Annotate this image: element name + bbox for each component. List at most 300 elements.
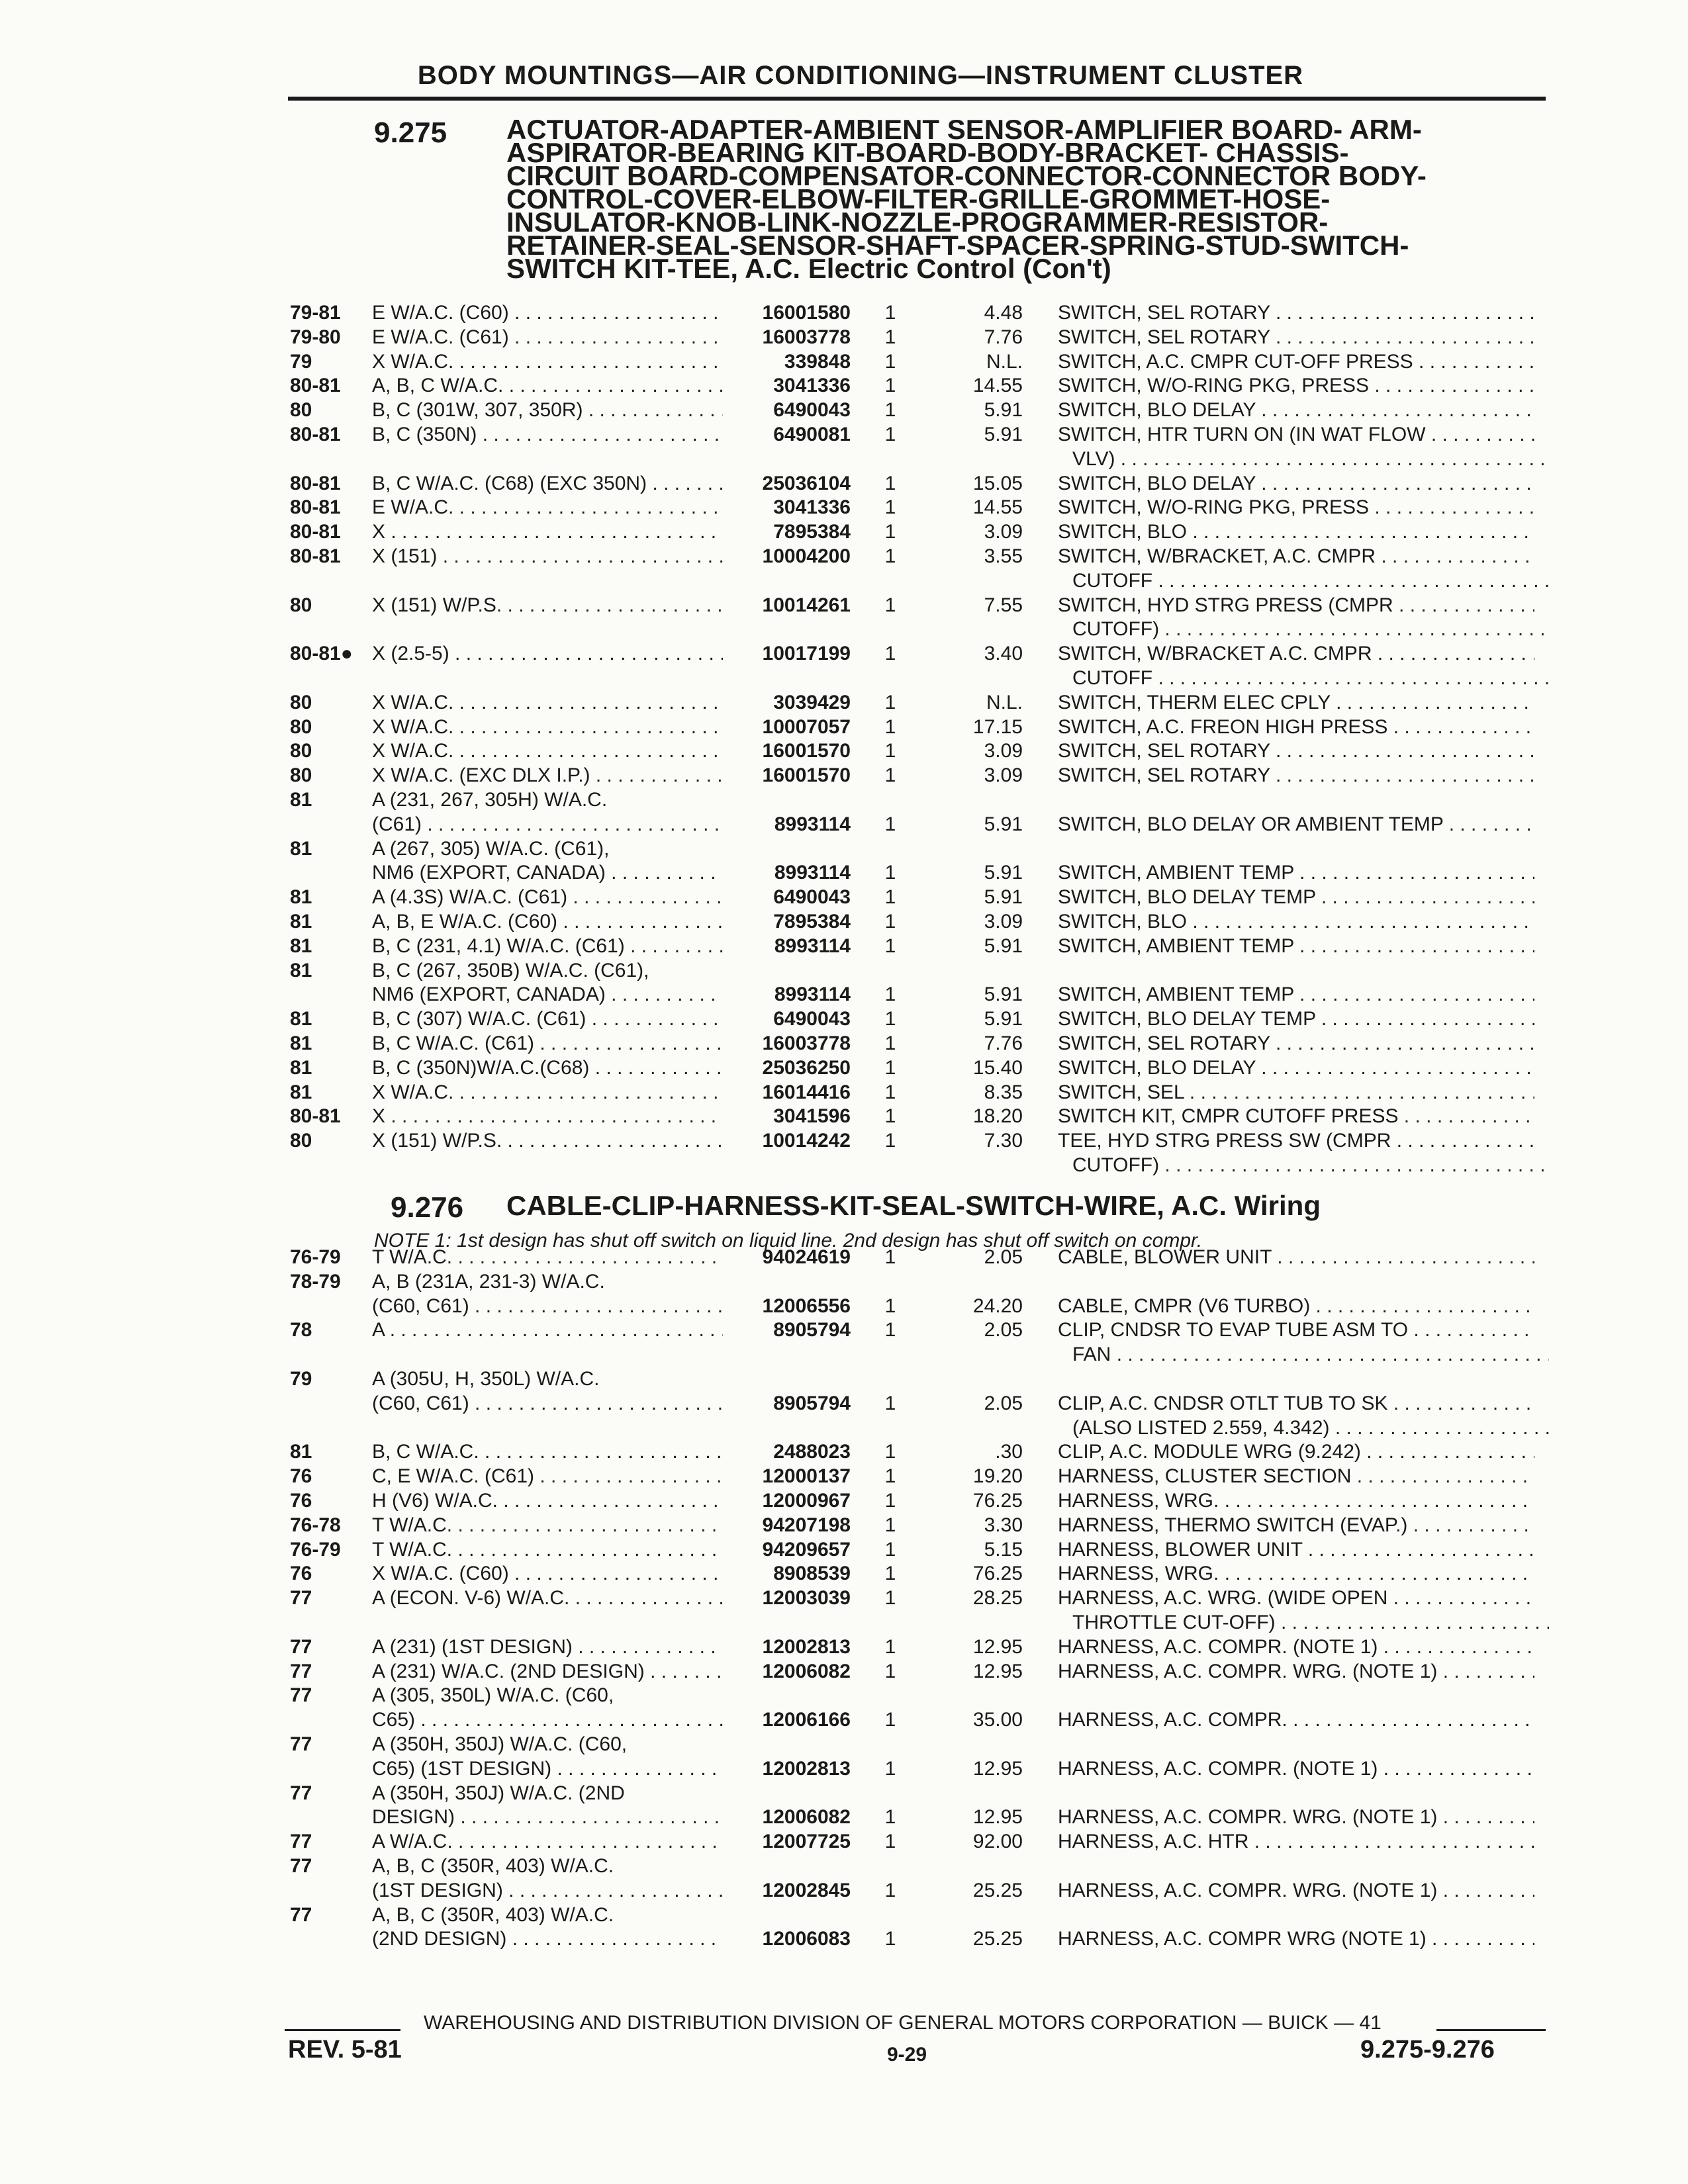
quantity-cell: 1 xyxy=(884,1130,896,1152)
price-cell: 35.00 xyxy=(972,1709,1023,1731)
table-row xyxy=(0,1129,1688,1153)
quantity-cell: 1 xyxy=(884,1635,896,1658)
quantity-cell: 1 xyxy=(884,1032,896,1054)
year-cell: 81 xyxy=(290,934,312,957)
section-title-line: SWITCH KIT-TEE, A.C. Electric Control (Con't) xyxy=(506,253,1111,284)
part-number-cell: 8905794 xyxy=(773,1319,851,1342)
table-row-continuation xyxy=(0,447,1688,471)
table-row xyxy=(0,739,1688,763)
part-number-cell: 12006082 xyxy=(762,1806,851,1829)
year-cell: 79-80 xyxy=(290,326,341,348)
table-row xyxy=(0,1081,1688,1105)
price-cell: 2.05 xyxy=(984,1392,1023,1414)
application-cell: B, C (350N) . . . xyxy=(372,423,723,447)
quantity-cell: 1 xyxy=(884,424,896,445)
year-cell: 80-81 xyxy=(290,1105,341,1128)
application-cell: (2ND DESIGN) . . . xyxy=(372,1927,723,1951)
table-row xyxy=(0,1440,1688,1464)
description-cell: SWITCH, BLO DELAY TEMP . . . xyxy=(1058,1007,1534,1031)
table-row xyxy=(0,642,1688,666)
application-cell: E W/A.C. . . . xyxy=(372,496,723,520)
quantity-cell: 1 xyxy=(884,350,896,373)
description-cell: SWITCH, BLO . . . xyxy=(1058,520,1534,544)
table-row xyxy=(0,1514,1688,1537)
description-cell: CLIP, A.C. MODULE WRG (9.242) . . . xyxy=(1058,1440,1534,1464)
description-cell: SWITCH, W/O-RING PKG, PRESS . . . xyxy=(1058,496,1534,520)
application-cell: A, B (231A, 231-3) W/A.C. xyxy=(372,1270,605,1293)
part-number-cell: 16003778 xyxy=(762,1032,851,1054)
year-cell: 80-81 xyxy=(290,375,341,397)
year-cell: 81 xyxy=(290,1081,312,1103)
table-row xyxy=(0,1684,1688,1707)
table-row-continuation xyxy=(0,666,1688,690)
part-number-cell: 2488023 xyxy=(773,1441,851,1463)
table-row-continuation xyxy=(0,1343,1688,1367)
price-cell: 5.91 xyxy=(984,886,1023,909)
table-row-continuation xyxy=(0,1611,1688,1635)
price-cell: 19.20 xyxy=(972,1465,1023,1488)
quantity-cell: 1 xyxy=(884,691,896,713)
price-cell: 25.25 xyxy=(972,1879,1023,1901)
year-cell: 78 xyxy=(290,1319,312,1342)
quantity-cell: 1 xyxy=(884,1757,896,1780)
application-cell: (C60, C61) . . . xyxy=(372,1392,723,1416)
description-continuation: CUTOFF) . . . xyxy=(1072,617,1549,641)
part-number-cell: 16001570 xyxy=(762,764,851,787)
application-cell: A (350H, 350J) W/A.C. (2ND xyxy=(372,1782,625,1804)
year-cell: 80-81 xyxy=(290,521,341,543)
description-cell: HARNESS, A.C. WRG. (WIDE OPEN . . . xyxy=(1058,1586,1534,1610)
application-cell: A (267, 305) W/A.C. (C61), xyxy=(372,837,610,860)
application-cell: B, C W/A.C. (C68) (EXC 350N) . . . xyxy=(372,472,723,496)
part-number-cell: 339848 xyxy=(784,350,851,373)
description-cell: SWITCH, THERM ELEC CPLY . . . xyxy=(1058,691,1534,715)
year-cell: 81 xyxy=(290,1056,312,1079)
table-row-continuation xyxy=(0,1154,1688,1177)
description-cell: SWITCH, HTR TURN ON (IN WAT FLOW . . . xyxy=(1058,423,1534,447)
table-row xyxy=(0,520,1688,544)
description-cell: SWITCH, BLO DELAY OR AMBIENT TEMP . . . xyxy=(1058,813,1534,837)
application-cell: B, C (301W, 307, 350R) . . . xyxy=(372,398,723,422)
part-number-cell: 12006083 xyxy=(762,1928,851,1950)
description-cell: SWITCH, A.C. CMPR CUT-OFF PRESS . . . xyxy=(1058,350,1534,374)
year-cell: 78-79 xyxy=(290,1270,341,1293)
application-cell: DESIGN) . . . xyxy=(372,1805,723,1829)
application-cell: E W/A.C. (C61) . . . xyxy=(372,326,723,349)
price-cell: 3.09 xyxy=(984,764,1023,787)
table-row xyxy=(0,1733,1688,1756)
header-rule xyxy=(288,97,1546,101)
application-cell: X W/A.C. . . . xyxy=(372,715,723,739)
price-cell: 14.55 xyxy=(972,375,1023,397)
quantity-cell: 1 xyxy=(884,545,896,567)
table-row xyxy=(0,1270,1688,1294)
table-row xyxy=(0,1392,1688,1416)
quantity-cell: 1 xyxy=(884,1490,896,1512)
table-row xyxy=(0,715,1688,739)
year-cell: 80-81● xyxy=(290,643,353,665)
year-cell: 79 xyxy=(290,1368,312,1390)
application-cell: X W/A.C. (C60) . . . xyxy=(372,1562,723,1586)
quantity-cell: 1 xyxy=(884,764,896,787)
table-row xyxy=(0,350,1688,374)
price-cell: 3.40 xyxy=(984,643,1023,665)
description-cell: SWITCH, BLO DELAY . . . xyxy=(1058,1056,1534,1080)
description-cell: SWITCH, A.C. FREON HIGH PRESS . . . xyxy=(1058,715,1534,739)
table-row xyxy=(0,837,1688,861)
table-row xyxy=(0,301,1688,325)
table-row-continuation xyxy=(0,1416,1688,1440)
description-continuation: FAN . . . xyxy=(1072,1343,1549,1367)
year-cell: 76 xyxy=(290,1490,312,1512)
description-cell: CLIP, A.C. CNDSR OTLT TUB TO SK . . . xyxy=(1058,1392,1534,1416)
part-number-cell: 12007725 xyxy=(762,1831,851,1853)
application-cell: T W/A.C. . . . xyxy=(372,1246,723,1269)
year-cell: 81 xyxy=(290,1008,312,1030)
section-number: 9.276 xyxy=(391,1191,464,1224)
application-cell: (C60, C61) . . . xyxy=(372,1295,723,1318)
quantity-cell: 1 xyxy=(884,1392,896,1414)
part-number-cell: 3041336 xyxy=(773,375,851,397)
quantity-cell: 1 xyxy=(884,934,896,957)
price-cell: 5.91 xyxy=(984,399,1023,422)
application-cell: X W/A.C. . . . xyxy=(372,739,723,763)
table-row xyxy=(0,374,1688,398)
application-cell: X W/A.C. . . . xyxy=(372,1081,723,1105)
description-cell: HARNESS, A.C. COMPR. (NOTE 1) . . . xyxy=(1058,1757,1534,1781)
table-row xyxy=(0,423,1688,447)
page-number: 9-29 xyxy=(887,2044,927,2066)
price-cell: 12.95 xyxy=(972,1660,1023,1682)
application-cell: C, E W/A.C. (C61) . . . xyxy=(372,1465,723,1488)
price-cell: 28.25 xyxy=(972,1587,1023,1610)
revision-label: REV. 5-81 xyxy=(288,2036,402,2064)
table-row xyxy=(0,1854,1688,1878)
description-cell: TEE, HYD STRG PRESS SW (CMPR . . . xyxy=(1058,1129,1534,1153)
description-cell: SWITCH, AMBIENT TEMP . . . xyxy=(1058,861,1534,885)
year-cell: 80 xyxy=(290,594,312,616)
section-title xyxy=(506,114,1427,284)
description-cell: SWITCH, W/O-RING PKG, PRESS . . . xyxy=(1058,374,1534,398)
quantity-cell: 1 xyxy=(884,1587,896,1610)
part-number-cell: 3041596 xyxy=(773,1105,851,1128)
application-cell: A, B, C W/A.C. . . . xyxy=(372,374,723,398)
table-row xyxy=(0,496,1688,520)
quantity-cell: 1 xyxy=(884,521,896,543)
price-cell: 5.91 xyxy=(984,813,1023,835)
year-cell: 77 xyxy=(290,1831,312,1853)
description-continuation: CUTOFF . . . xyxy=(1072,569,1549,593)
description-cell: HARNESS, A.C. COMPR. WRG. (NOTE 1) . . . xyxy=(1058,1805,1534,1829)
part-number-cell: 8905794 xyxy=(773,1392,851,1414)
year-cell: 77 xyxy=(290,1903,312,1926)
quantity-cell: 1 xyxy=(884,399,896,422)
year-cell: 79-81 xyxy=(290,302,341,324)
part-number-cell: 8993114 xyxy=(774,983,851,1006)
table-row xyxy=(0,1782,1688,1805)
application-cell: X W/A.C. . . . xyxy=(372,691,723,715)
year-cell: 76 xyxy=(290,1563,312,1585)
description-cell: SWITCH, AMBIENT TEMP . . . xyxy=(1058,934,1534,958)
quantity-cell: 1 xyxy=(884,1928,896,1950)
table-row xyxy=(0,1830,1688,1854)
application-cell: B, C (231, 4.1) W/A.C. (C61) . . . xyxy=(372,934,723,958)
application-cell: A, B, E W/A.C. (C60) . . . xyxy=(372,910,723,934)
section-title-line: ACTUATOR-ADAPTER-AMBIENT SENSOR-AMPLIFIER BOARD- ARM- xyxy=(506,114,1422,145)
description-cell: SWITCH, BLO DELAY TEMP . . . xyxy=(1058,886,1534,909)
year-cell: 80 xyxy=(290,691,312,713)
price-cell: 76.25 xyxy=(972,1563,1023,1585)
price-cell: 7.76 xyxy=(984,326,1023,348)
application-cell: A, B, C (350R, 403) W/A.C. xyxy=(372,1903,614,1926)
quantity-cell: 1 xyxy=(884,1709,896,1731)
description-cell: HARNESS, A.C. COMPR. WRG. (NOTE 1) . . . xyxy=(1058,1660,1534,1684)
price-cell: 3.55 xyxy=(984,545,1023,567)
part-number-cell: 8993114 xyxy=(774,934,851,957)
quantity-cell: 1 xyxy=(884,886,896,909)
part-number-cell: 12006082 xyxy=(762,1660,851,1682)
quantity-cell: 1 xyxy=(884,1465,896,1488)
price-cell: N.L. xyxy=(986,691,1023,713)
description-continuation: CUTOFF . . . xyxy=(1072,666,1549,690)
table-row xyxy=(0,886,1688,909)
quantity-cell: 1 xyxy=(884,1319,896,1342)
part-number-cell: 94209657 xyxy=(762,1538,851,1561)
part-number-cell: 12006556 xyxy=(762,1295,851,1317)
quantity-cell: 1 xyxy=(884,911,896,933)
section-title-line: CIRCUIT BOARD-COMPENSATOR-CONNECTOR-CONNECTOR BODY- xyxy=(506,160,1427,191)
price-cell: 24.20 xyxy=(972,1295,1023,1317)
section-number: 9.275 xyxy=(374,116,447,149)
table-row xyxy=(0,1562,1688,1586)
application-cell: A (4.3S) W/A.C. (C61) . . . xyxy=(372,886,723,909)
table-row xyxy=(0,1805,1688,1829)
description-cell: SWITCH, BLO DELAY . . . xyxy=(1058,398,1534,422)
price-cell: 2.05 xyxy=(984,1319,1023,1342)
application-cell: NM6 (EXPORT, CANADA) . . . xyxy=(372,983,723,1007)
year-cell: 81 xyxy=(290,886,312,909)
table-row xyxy=(0,1056,1688,1080)
part-number-cell: 10014242 xyxy=(762,1130,851,1152)
part-number-cell: 12000967 xyxy=(762,1490,851,1512)
application-cell: A (305U, H, 350L) W/A.C. xyxy=(372,1368,600,1390)
table-row xyxy=(0,1757,1688,1781)
part-number-cell: 94024619 xyxy=(762,1246,851,1268)
page-header-title: BODY MOUNTINGS—AIR CONDITIONING—INSTRUMENT CLUSTER xyxy=(417,61,1304,90)
section-title-line: RETAINER-SEAL-SENSOR-SHAFT-SPACER-SPRING-STUD-SWITCH- xyxy=(506,230,1409,261)
part-number-cell: 16003778 xyxy=(762,326,851,348)
table-row xyxy=(0,326,1688,349)
table-row xyxy=(0,788,1688,812)
description-cell: HARNESS, A.C. COMPR. WRG. (NOTE 1) . . . xyxy=(1058,1879,1534,1903)
part-number-cell: 7895384 xyxy=(773,521,851,543)
part-number-cell: 12003039 xyxy=(762,1587,851,1610)
application-cell: T W/A.C. . . . xyxy=(372,1538,723,1562)
quantity-cell: 1 xyxy=(884,983,896,1006)
description-continuation: (ALSO LISTED 2.559, 4.342) . . . xyxy=(1072,1416,1549,1440)
year-cell: 81 xyxy=(290,789,312,811)
table-row xyxy=(0,1635,1688,1659)
quantity-cell: 1 xyxy=(884,862,896,884)
table-row xyxy=(0,398,1688,422)
price-cell: 76.25 xyxy=(972,1490,1023,1512)
year-cell: 80-81 xyxy=(290,496,341,519)
description-cell: SWITCH, W/BRACKET A.C. CMPR . . . xyxy=(1058,642,1534,666)
quantity-cell: 1 xyxy=(884,1008,896,1030)
application-cell: X W/A.C. . . . xyxy=(372,350,723,374)
price-cell: 18.20 xyxy=(972,1105,1023,1128)
year-cell: 81 xyxy=(290,1032,312,1054)
price-cell: 7.55 xyxy=(984,594,1023,616)
quantity-cell: 1 xyxy=(884,1056,896,1079)
description-cell: HARNESS, A.C. COMPR WRG (NOTE 1) . . . xyxy=(1058,1927,1534,1951)
quantity-cell: 1 xyxy=(884,1563,896,1585)
part-number-cell: 8993114 xyxy=(774,862,851,884)
application-cell: B, C W/A.C. (C61) . . . xyxy=(372,1032,723,1056)
year-cell: 79 xyxy=(290,350,312,373)
table-row xyxy=(0,861,1688,885)
part-number-cell: 12002813 xyxy=(762,1757,851,1780)
table-row-continuation xyxy=(0,617,1688,641)
year-cell: 80-81 xyxy=(290,424,341,445)
quantity-cell: 1 xyxy=(884,594,896,616)
description-cell: CABLE, CMPR (V6 TURBO) . . . xyxy=(1058,1295,1534,1318)
description-continuation: THROTTLE CUT-OFF) . . . xyxy=(1072,1611,1549,1635)
section-range: 9.275-9.276 xyxy=(1360,2036,1495,2064)
year-cell: 81 xyxy=(290,911,312,933)
quantity-cell: 1 xyxy=(884,1879,896,1901)
part-number-cell: 16001570 xyxy=(762,740,851,762)
footer-division: WAREHOUSING AND DISTRIBUTION DIVISION OF GENERAL MOTORS CORPORATION — BUICK — 41 xyxy=(424,2012,1382,2034)
description-cell: HARNESS, A.C. COMPR. (NOTE 1) . . . xyxy=(1058,1635,1534,1659)
price-cell: 12.95 xyxy=(972,1635,1023,1658)
table-row xyxy=(0,813,1688,837)
application-cell: H (V6) W/A.C. . . . xyxy=(372,1489,723,1513)
description-cell: SWITCH KIT, CMPR CUTOFF PRESS . . . xyxy=(1058,1105,1534,1128)
table-row-continuation xyxy=(0,569,1688,593)
part-number-cell: 6490043 xyxy=(773,399,851,422)
table-row xyxy=(0,545,1688,569)
price-cell: 5.91 xyxy=(984,424,1023,445)
application-cell: B, C W/A.C. . . . xyxy=(372,1440,723,1464)
quantity-cell: 1 xyxy=(884,496,896,519)
table-row xyxy=(0,983,1688,1007)
application-cell: A (305, 350L) W/A.C. (C60, xyxy=(372,1684,614,1707)
table-row xyxy=(0,1465,1688,1488)
year-cell: 77 xyxy=(290,1684,312,1707)
price-cell: 5.91 xyxy=(984,934,1023,957)
application-cell: C65) (1ST DESIGN) . . . xyxy=(372,1757,723,1781)
table-row xyxy=(0,1367,1688,1391)
application-cell: B, C (350N)W/A.C.(C68) . . . xyxy=(372,1056,723,1080)
price-cell: 5.91 xyxy=(984,862,1023,884)
quantity-cell: 1 xyxy=(884,740,896,762)
description-cell: CLIP, CNDSR TO EVAP TUBE ASM TO . . . xyxy=(1058,1318,1534,1342)
application-cell: X (151) . . . xyxy=(372,545,723,569)
table-row xyxy=(0,1927,1688,1951)
part-number-cell: 10007057 xyxy=(762,715,851,738)
year-cell: 77 xyxy=(290,1733,312,1755)
price-cell: 3.09 xyxy=(984,521,1023,543)
year-cell: 80 xyxy=(290,764,312,787)
table-row xyxy=(0,594,1688,617)
table-row xyxy=(0,1032,1688,1056)
description-cell: SWITCH, SEL ROTARY . . . xyxy=(1058,764,1534,788)
year-cell: 81 xyxy=(290,1441,312,1463)
section-title: CABLE-CLIP-HARNESS-KIT-SEAL-SWITCH-WIRE, A.C. Wiring xyxy=(506,1190,1321,1221)
table-row xyxy=(0,764,1688,788)
description-cell: HARNESS, A.C. HTR . . . xyxy=(1058,1830,1534,1854)
description-cell: HARNESS, BLOWER UNIT . . . xyxy=(1058,1538,1534,1562)
application-cell: X (151) W/P.S. . . . xyxy=(372,594,723,617)
price-cell: 12.95 xyxy=(972,1806,1023,1829)
table-row xyxy=(0,910,1688,934)
description-cell: CABLE, BLOWER UNIT . . . xyxy=(1058,1246,1534,1269)
part-number-cell: 12006166 xyxy=(762,1709,851,1731)
year-cell: 80 xyxy=(290,399,312,422)
quantity-cell: 1 xyxy=(884,1831,896,1853)
part-number-cell: 12002845 xyxy=(762,1879,851,1901)
price-cell: 7.30 xyxy=(984,1130,1023,1152)
application-cell: X W/A.C. (EXC DLX I.P.) . . . xyxy=(372,764,723,788)
price-cell: 8.35 xyxy=(984,1081,1023,1103)
quantity-cell: 1 xyxy=(884,643,896,665)
year-cell: 81 xyxy=(290,959,312,981)
price-cell: 4.48 xyxy=(984,302,1023,324)
price-cell: 2.05 xyxy=(984,1246,1023,1268)
application-cell: A (350H, 350J) W/A.C. (C60, xyxy=(372,1733,628,1755)
section-title-line: INSULATOR-KNOB-LINK-NOZZLE-PROGRAMMER-RESISTOR- xyxy=(506,206,1329,238)
year-cell: 80 xyxy=(290,715,312,738)
year-cell: 80-81 xyxy=(290,472,341,494)
description-continuation: VLV) . . . xyxy=(1072,447,1549,471)
price-cell: N.L. xyxy=(986,350,1023,373)
section-title-line: ASPIRATOR-BEARING KIT-BOARD-BODY-BRACKET- CHASSIS- xyxy=(506,137,1349,168)
description-cell: HARNESS, WRG. . . . xyxy=(1058,1562,1534,1586)
application-cell: X (151) W/P.S. . . . xyxy=(372,1129,723,1153)
description-cell: SWITCH, HYD STRG PRESS (CMPR . . . xyxy=(1058,594,1534,617)
part-number-cell: 3041336 xyxy=(773,496,851,519)
quantity-cell: 1 xyxy=(884,1295,896,1317)
description-cell: SWITCH, AMBIENT TEMP . . . xyxy=(1058,983,1534,1007)
table-row xyxy=(0,1538,1688,1562)
application-cell: T W/A.C. . . . xyxy=(372,1514,723,1537)
table-row xyxy=(0,691,1688,715)
price-cell: 5.91 xyxy=(984,1008,1023,1030)
description-cell: SWITCH, SEL ROTARY . . . xyxy=(1058,1032,1534,1056)
part-number-cell: 12002813 xyxy=(762,1635,851,1658)
year-cell: 76-78 xyxy=(290,1514,341,1536)
price-cell: 15.05 xyxy=(972,472,1023,494)
description-cell: HARNESS, A.C. COMPR. . . . xyxy=(1058,1708,1534,1732)
table-row xyxy=(0,1295,1688,1318)
table-row xyxy=(0,1489,1688,1513)
price-cell: 15.40 xyxy=(972,1056,1023,1079)
price-cell: 12.95 xyxy=(972,1757,1023,1780)
description-cell: SWITCH, SEL . . . xyxy=(1058,1081,1534,1105)
price-cell: 14.55 xyxy=(972,496,1023,519)
price-cell: 92.00 xyxy=(972,1831,1023,1853)
price-cell: 7.76 xyxy=(984,1032,1023,1054)
quantity-cell: 1 xyxy=(884,472,896,494)
section-title-line: CONTROL-COVER-ELBOW-FILTER-GRILLE-GROMMET-HOSE- xyxy=(506,183,1331,214)
application-cell: X . . . xyxy=(372,1105,723,1128)
table-row xyxy=(0,1879,1688,1903)
description-cell: SWITCH, BLO DELAY . . . xyxy=(1058,472,1534,496)
part-number-cell: 8993114 xyxy=(774,813,851,835)
application-cell: (C61) . . . xyxy=(372,813,723,837)
part-number-cell: 7895384 xyxy=(773,911,851,933)
